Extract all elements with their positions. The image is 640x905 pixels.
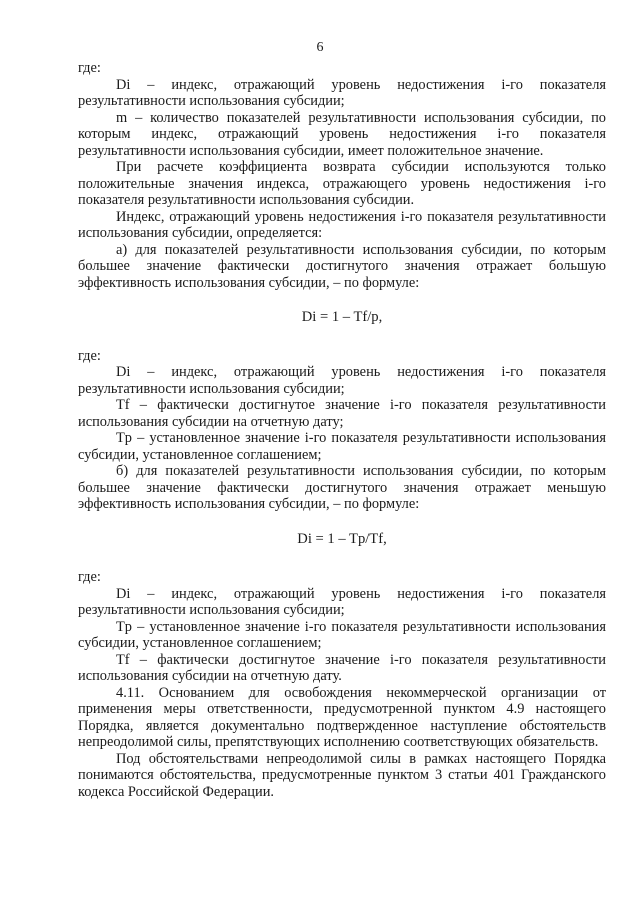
paragraph-tp-definition: Tp – установленное значение i-го показателя результативности использования субсидии, установленное соглашением;: [78, 618, 606, 651]
page-number: 6: [316, 40, 324, 55]
formula-b: Di = 1 – Tp/Tf,: [297, 530, 387, 547]
paragraph-index-determined: Индекс, отражающий уровень недостижения i-го показателя результативности использования субсидии, определяется:: [78, 208, 606, 241]
paragraph-positive-values: При расчете коэффициента возврата субсидии используются только положительные значения индекса, отражающего уровень недостижения i-го показателя результативности использования субсидии.: [78, 159, 606, 208]
paragraph-di-definition: Di – индекс, отражающий уровень недостижения i-го показателя результативности использования субсидии;: [78, 76, 606, 109]
paragraph-di-definition: Di – индекс, отражающий уровень недостижения i-го показателя результативности использования субсидии;: [78, 585, 606, 618]
paragraph-case-b: б) для показателей результативности использования субсидии, по которым большее значение фактически достигнутого значения отражает меньшую эффективность использования субсидии, – по формуле:: [78, 463, 606, 512]
where-label: где:: [78, 60, 101, 76]
document-body: [78, 60, 606, 800]
formula-a: Di = 1 – Tf/p,: [301, 309, 383, 325]
where-label: где:: [78, 347, 101, 364]
paragraph-tp-definition: Tp – установленное значение i-го показателя результативности использования субсидии, установленное соглашением;: [78, 430, 606, 463]
paragraph-4-11: 4.11. Основанием для освобождения некоммерческой организации от применения меры ответственности, предусмотренной пунктом 4.9 настоящего Порядка, является документально подтвержденное наступление обстоятельств непреодолимой силы, препятствующих исполнению соответствующих обязательств.: [78, 684, 606, 750]
paragraph-force-majeure: Под обстоятельствами непреодолимой силы в рамках настоящего Порядка понимаются обстоятельства, предусмотренные пунктом 3 статьи 401 Гражданского кодекса Российской Федерации.: [78, 750, 606, 800]
paragraph-di-definition: Di – индекс, отражающий уровень недостижения i-го показателя результативности использования субсидии;: [78, 364, 606, 397]
paragraph-tf-definition: Tf – фактически достигнутое значение i-го показателя результативности использования субсидии на отчетную дату.: [78, 651, 606, 684]
paragraph-m-definition: m – количество показателей результативности использования субсидии, по которым индекс, отражающий уровень недостижения i-го показателя результативности использования субсидии, имеет положительное значение.: [78, 109, 606, 159]
paragraph-tf-definition: Tf – фактически достигнутое значение i-го показателя результативности использования субсидии на отчетную дату;: [78, 397, 606, 430]
paragraph-case-a: а) для показателей результативности использования субсидии, по которым большее значение фактически достигнутого значения отражает большую эффективность использования субсидии, – по формуле:: [78, 241, 606, 291]
where-label: где:: [78, 569, 101, 585]
